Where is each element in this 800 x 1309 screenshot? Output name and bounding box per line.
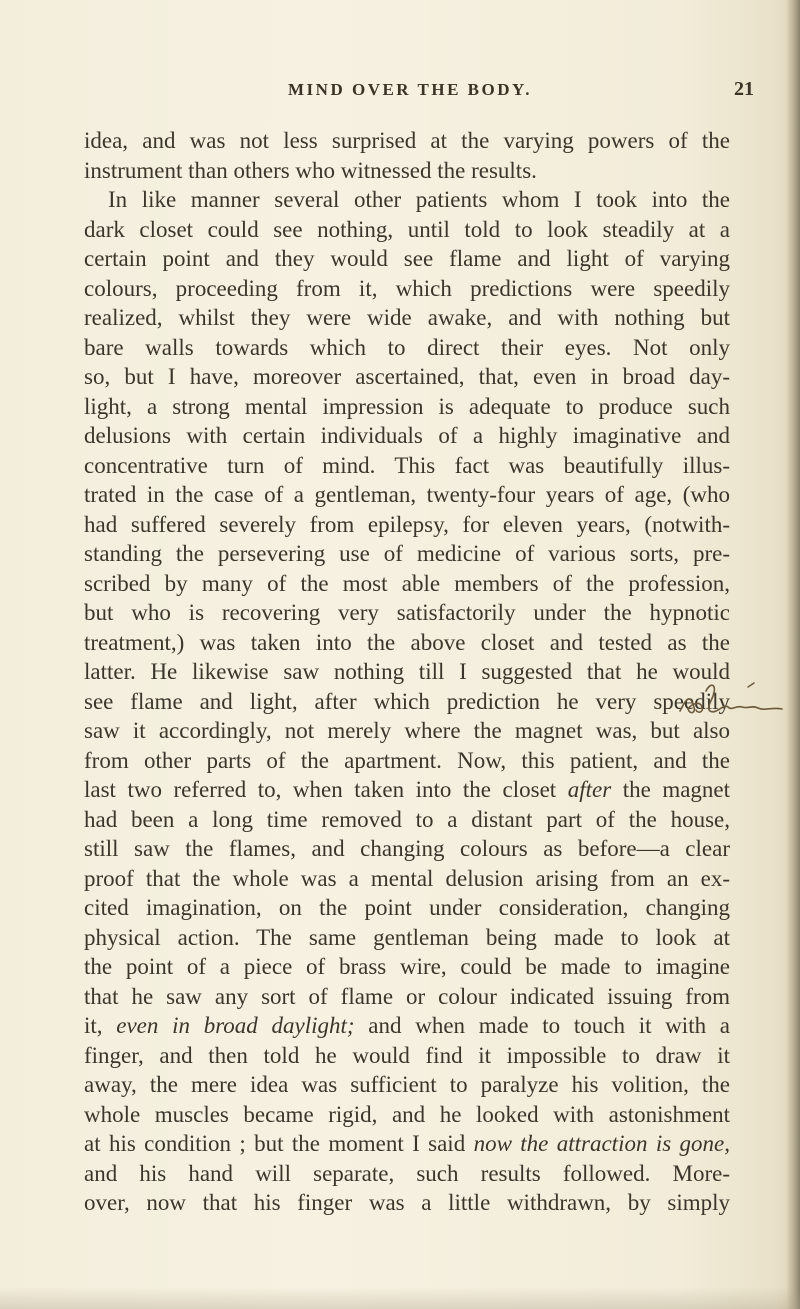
page-edge-shadow: [786, 0, 800, 1309]
handwritten-annotation: [676, 681, 786, 721]
text-line: delusions with certain individuals of a highly imaginative and: [84, 423, 730, 448]
italic-now-the-attraction-is-gone: now the attraction is gone,: [473, 1131, 730, 1156]
text-line: saw it accordingly, not merely where the magnet was, but also: [84, 718, 730, 743]
text-line: but who is recovering very satisfactorily under the hypnotic: [84, 600, 730, 625]
text-line: idea, and was not less surprised at the varying powers of the: [84, 128, 730, 153]
text-line: treatment,) was taken into the above closet and tested as the: [84, 629, 730, 655]
text-line: from other parts of the apartment. Now, this patient, and the: [84, 747, 730, 773]
text-line: dark closet could see nothing, until told to look steadily at a: [84, 216, 730, 242]
text-line: over, now that his finger was a little withdrawn, by simply: [84, 1190, 730, 1215]
text-line: bare walls towards which to direct their eyes. Not only: [84, 334, 730, 360]
text-segment: it,: [84, 1013, 103, 1038]
text-line: [84, 775, 730, 805]
text-line: scribed by many of the most able members of the profession,: [84, 570, 730, 596]
text-line: finger, and then told he would find it impossible to draw it: [84, 1042, 730, 1068]
text-line: that he saw any sort of flame or colour indicated issuing from: [84, 983, 730, 1009]
body-text: [84, 126, 730, 1218]
running-head: [0, 80, 800, 108]
text-line: latter. He likewise saw nothing till I suggested that he would: [84, 659, 730, 684]
text-line: physical action. The same gentleman being made to look at: [84, 924, 730, 950]
text-line: realized, whilst they were wide awake, and with nothing but: [84, 305, 730, 330]
text-line: and his hand will separate, such results followed. More-: [84, 1160, 730, 1186]
text-line: whole muscles became rigid, and he looked with astonishment: [84, 1101, 730, 1127]
text-line: instrument than others who witnessed the results.: [84, 157, 537, 183]
text-line: away, the mere idea was sufficient to paralyze his volition, the: [84, 1072, 730, 1097]
text-line: so, but I have, moreover ascertained, that, even in broad day-: [84, 364, 730, 389]
text-line: [84, 1011, 730, 1041]
text-line: [84, 1129, 730, 1159]
running-title: MIND OVER THE BODY.: [288, 80, 532, 99]
text-line: trated in the case of a gentleman, twenty-four years of age, (who: [84, 482, 730, 507]
text-segment: at his condition ; but the moment I said: [84, 1131, 466, 1156]
text-line: still saw the flames, and changing colours as before—a clear: [84, 836, 730, 861]
text-line: had suffered severely from epilepsy, for eleven years, (notwith-: [84, 511, 730, 537]
text-line: colours, proceeding from it, which predictions were speedily: [84, 275, 730, 301]
italic-even-in-broad-daylight: even in broad daylight;: [116, 1013, 355, 1038]
text-line: had been a long time removed to a distant part of the house,: [84, 806, 730, 832]
page-number: 21: [734, 78, 754, 100]
text-line: standing the persevering use of medicine of various sorts, pre-: [84, 541, 730, 566]
text-line: certain point and they would see flame and light of varying: [84, 246, 730, 271]
text-line: concentrative turn of mind. This fact was beautifully illus-: [84, 452, 730, 478]
text-line: the point of a piece of brass wire, could be made to imagine: [84, 954, 730, 979]
text-line: In like manner several other patients whom I took into the: [108, 187, 730, 212]
text-segment: the magnet: [622, 777, 731, 802]
italic-after: after: [567, 777, 612, 802]
text-line: cited imagination, on the point under consideration, changing: [84, 895, 730, 920]
text-segment: and when made to touch it with a: [368, 1013, 731, 1038]
text-segment: last two referred to, when taken into the closet: [84, 777, 557, 802]
page-bottom-shadow: [0, 1287, 800, 1309]
text-line: see flame and light, after which prediction he very speedily: [84, 688, 730, 714]
text-line: proof that the whole was a mental delusion arising from an ex-: [84, 865, 730, 891]
text-line: light, a strong mental impression is adequate to produce such: [84, 393, 730, 419]
